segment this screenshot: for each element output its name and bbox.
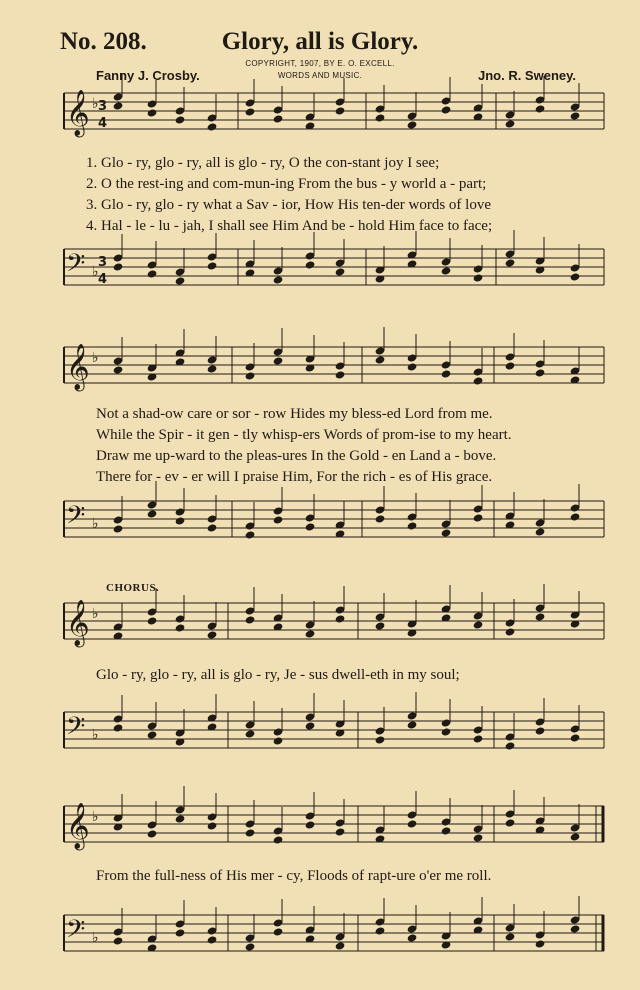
note-head [570,102,581,111]
note-head [305,721,316,730]
time-signature: 4 [98,116,108,131]
note-head [505,923,516,932]
copyright-notice [200,58,440,82]
note-head [245,362,256,371]
note-head [113,92,124,101]
note-head [570,619,581,628]
note-head [473,925,484,934]
note-head [375,825,386,834]
note-head [505,249,516,258]
note-head [207,722,218,731]
bass-clef-icon: 𝄢 [66,915,86,950]
flat-icon: ♭ [92,930,99,946]
note-head [207,355,218,364]
note-head [305,121,316,130]
note-head [175,348,186,357]
note-head [305,934,316,943]
note-head [113,813,124,822]
note-head [535,518,546,527]
note-head [535,359,546,368]
note-head [335,97,346,106]
bass-clef-icon: 𝄢 [66,501,86,536]
note-head [335,361,346,370]
note-head [207,364,218,373]
note-head [113,714,124,723]
note-head [147,500,158,509]
note-head [245,819,256,828]
note-head [407,250,418,259]
note-head [375,726,386,735]
note-head [441,727,452,736]
flat-icon: ♭ [92,809,99,825]
chorus-line-2: From the full-ness of His mer - cy, Floods of rapt-ure o'er me roll. [96,868,492,884]
note-head [473,611,484,620]
note-head [245,371,256,380]
staff-2-treble [64,347,604,383]
note-head [375,346,386,355]
note-head [147,260,158,269]
note-head [207,713,218,722]
note-head [505,352,516,361]
note-head [375,355,386,364]
note-head [473,824,484,833]
note-head [245,259,256,268]
note-head [113,927,124,936]
note-head [375,514,386,523]
note-head [273,506,284,515]
note-head [375,113,386,122]
note-head [273,927,284,936]
treble-clef-icon: 𝄞 [66,344,90,390]
note-head [535,527,546,536]
copyright-line-1: COPYRIGHT, 1907, BY E. O. EXCELL. [245,59,395,68]
note-head [407,933,418,942]
note-head [570,924,581,933]
note-head [505,361,516,370]
note-head [441,718,452,727]
note-head [147,99,158,108]
note-head [207,122,218,131]
note-head [207,252,218,261]
note-head [113,631,124,640]
note-head [147,934,158,943]
note-head [207,514,218,523]
note-head [335,827,346,836]
note-head [375,621,386,630]
note-head [407,810,418,819]
note-head [147,509,158,518]
verse-2-line-1: 2. O the rest-ing and com-mun-ing From the bus - y world a - part; [86,176,487,192]
copyright-line-2: WORDS AND MUSIC. [277,71,363,80]
note-head [207,113,218,122]
note-head [570,832,581,841]
note-head [441,817,452,826]
note-head [245,107,256,116]
note-head [175,805,186,814]
hymn-title: Glory, all is Glory. [221,28,419,55]
note-head [175,728,186,737]
note-head [535,265,546,274]
note-head [147,616,158,625]
note-head [245,606,256,615]
verse-3-line-2: Draw me up-ward to the pleas-ures In the Gold - en Land a - bove. [96,448,497,464]
staff-1-treble [64,93,604,129]
note-head [570,503,581,512]
note-head [113,936,124,945]
note-head [570,375,581,384]
note-head [473,513,484,522]
note-head [335,614,346,623]
note-head [441,105,452,114]
note-head [245,615,256,624]
note-head [273,275,284,284]
bass-clef-icon: 𝄢 [66,712,86,747]
note-head [535,95,546,104]
note-head [273,356,284,365]
note-head [273,515,284,524]
note-head [505,119,516,128]
note-head [407,720,418,729]
note-head [273,736,284,745]
note-head [407,924,418,933]
chorus-line-1: Glo - ry, glo - ry, all is glo - ry, Je - sus dwell-eth in my soul; [96,667,460,683]
staff-4-bass [64,915,604,951]
note-head [535,717,546,726]
verse-4-line-2: There for - ev - er will I praise Him, For the rich - es of His grace. [96,469,493,485]
note-head [335,719,346,728]
note-head [245,521,256,530]
note-head [473,734,484,743]
flat-icon: ♭ [92,606,99,622]
note-head [305,354,316,363]
note-head [473,376,484,385]
note-head [335,258,346,267]
note-head [441,528,452,537]
note-head [473,620,484,629]
note-head [305,513,316,522]
note-head [245,98,256,107]
staff-3-bass [64,712,604,748]
note-head [570,733,581,742]
note-head [570,512,581,521]
note-head [273,105,284,114]
note-head [175,357,186,366]
note-head [441,604,452,613]
note-head [273,266,284,275]
note-head [570,915,581,924]
note-head [245,942,256,951]
note-head [245,933,256,942]
note-head [273,613,284,622]
note-head [175,507,186,516]
note-head [147,372,158,381]
note-head [535,603,546,612]
note-head [273,835,284,844]
note-head [441,257,452,266]
note-head [473,916,484,925]
note-head [175,623,186,632]
note-head [375,735,386,744]
note-head [147,721,158,730]
note-head [407,362,418,371]
note-head [175,106,186,115]
staff-3-treble [64,603,604,639]
note-head [335,818,346,827]
note-head [375,505,386,514]
treble-clef-icon: 𝄞 [66,803,90,849]
note-head [473,725,484,734]
note-head [535,368,546,377]
note-head [570,366,581,375]
note-head [305,811,316,820]
note-head [407,819,418,828]
note-head [305,925,316,934]
note-head [473,103,484,112]
note-head [535,612,546,621]
note-head [207,926,218,935]
note-head [407,353,418,362]
note-head [305,260,316,269]
note-head [305,112,316,121]
note-head [207,812,218,821]
note-head [505,809,516,818]
treble-clef-icon: 𝄞 [66,600,90,646]
note-head [335,520,346,529]
note-head [535,256,546,265]
note-head [505,732,516,741]
verse-1-line-2: Not a shad-ow care or sor - row Hides my bless-ed Lord from me. [96,406,493,422]
note-head [147,943,158,952]
note-head [505,618,516,627]
note-head [113,723,124,732]
note-head [175,919,186,928]
note-head [147,607,158,616]
note-head [305,820,316,829]
note-head [207,621,218,630]
note-head [335,370,346,379]
note-head [245,720,256,729]
verse-1-line-1: 1. Glo - ry, glo - ry, all is glo - ry, O the con-stant joy I see; [86,155,440,171]
note-head [305,620,316,629]
note-head [305,629,316,638]
note-head [505,110,516,119]
note-head [245,268,256,277]
note-head [505,818,516,827]
note-head [147,730,158,739]
note-head [407,619,418,628]
bass-clef-icon: 𝄢 [66,249,86,284]
note-head [113,622,124,631]
note-head [113,822,124,831]
note-head [175,516,186,525]
note-head [207,935,218,944]
note-head [473,112,484,121]
note-head [505,741,516,750]
note-head [407,512,418,521]
time-signature: 3 [98,255,108,270]
note-head [535,726,546,735]
note-head [147,829,158,838]
note-head [305,363,316,372]
note-head [375,612,386,621]
note-head [407,628,418,637]
note-head [147,269,158,278]
time-signature: 4 [98,272,108,287]
note-head [113,524,124,533]
note-head [535,930,546,939]
note-head [505,520,516,529]
note-head [535,104,546,113]
verse-2-line-2: While the Spir - it gen - tly whisp-ers Words of prom-ise to my heart. [96,427,512,443]
note-head [335,728,346,737]
note-head [335,605,346,614]
time-signature: 3 [98,99,108,114]
note-head [273,918,284,927]
note-head [305,712,316,721]
note-head [113,101,124,110]
chorus-label: CHORUS. [106,582,160,594]
flat-icon: ♭ [92,727,99,743]
note-head [305,251,316,260]
note-head [335,529,346,538]
note-head [175,115,186,124]
note-head [207,523,218,532]
note-head [273,727,284,736]
note-head [375,274,386,283]
note-head [473,833,484,842]
note-head [113,365,124,374]
note-head [505,627,516,636]
note-head [375,834,386,843]
note-head [375,104,386,113]
note-head [473,273,484,282]
note-head [441,931,452,940]
note-head [441,519,452,528]
hymn-composer: Jno. R. Sweney. [477,68,576,83]
note-head [245,530,256,539]
hymn-author: Fanny J. Crosby. [96,68,200,83]
note-head [335,267,346,276]
note-head [535,816,546,825]
note-head [570,111,581,120]
note-head [505,511,516,520]
note-head [441,826,452,835]
note-head [207,630,218,639]
note-head [113,356,124,365]
note-head [147,820,158,829]
note-head [441,940,452,949]
hymn-number: No. 208. [60,28,147,55]
note-head [207,821,218,830]
treble-clef-icon: 𝄞 [66,90,90,136]
note-head [273,622,284,631]
note-head [407,120,418,129]
flat-icon: ♭ [92,516,99,532]
note-head [535,825,546,834]
note-head [535,939,546,948]
note-head [113,253,124,262]
note-head [407,111,418,120]
note-head [175,814,186,823]
flat-icon: ♭ [92,264,99,280]
note-head [113,262,124,271]
note-head [335,941,346,950]
note-head [407,259,418,268]
note-head [207,261,218,270]
flat-icon: ♭ [92,350,99,366]
note-head [570,610,581,619]
note-head [175,276,186,285]
note-head [570,263,581,272]
note-head [407,521,418,530]
note-head [245,828,256,837]
staff-4-treble [64,806,604,842]
note-head [375,265,386,274]
note-head [375,917,386,926]
note-head [441,266,452,275]
staff-2-bass [64,501,604,537]
note-head [473,367,484,376]
note-head [473,504,484,513]
note-head [375,926,386,935]
flat-icon: ♭ [92,96,99,112]
note-head [305,522,316,531]
note-head [473,264,484,273]
note-head [505,932,516,941]
note-head [441,613,452,622]
note-head [441,96,452,105]
note-head [175,614,186,623]
note-head [273,826,284,835]
note-head [570,823,581,832]
verse-4-line-1: 4. Hal - le - lu - jah, I shall see Him And be - hold Him face to face; [86,218,493,234]
note-head [175,737,186,746]
note-head [570,724,581,733]
note-head [505,258,516,267]
note-head [147,108,158,117]
staff-1-bass [64,249,604,285]
note-head [335,932,346,941]
note-head [335,106,346,115]
note-head [245,729,256,738]
note-head [441,360,452,369]
note-head [570,272,581,281]
note-head [147,363,158,372]
note-head [441,369,452,378]
note-head [407,711,418,720]
verse-3-line-1: 3. Glo - ry, glo - ry what a Sav - ior, How His ten-der words of love [86,197,492,213]
note-head [273,347,284,356]
note-head [175,928,186,937]
note-head [273,114,284,123]
note-head [175,267,186,276]
note-head [113,515,124,524]
